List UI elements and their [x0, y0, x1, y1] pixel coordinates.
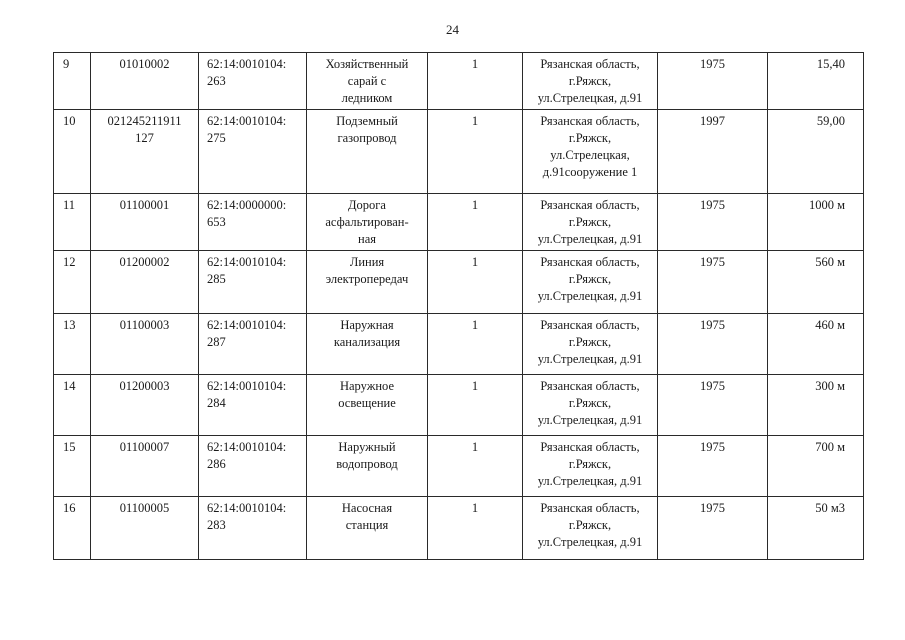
- row-number-cell: 16: [54, 497, 91, 560]
- year-cell: 1975: [658, 497, 768, 560]
- inventory-number-line: 021245211911: [107, 114, 182, 128]
- year-cell: 1975: [658, 53, 768, 110]
- address-line: Рязанская область,: [540, 198, 640, 212]
- year-cell: 1975: [658, 251, 768, 314]
- cadastral-number-cell: [199, 251, 307, 314]
- address-cell: [523, 497, 658, 560]
- object-name-line: Наружный: [338, 440, 396, 454]
- object-name-line: водопровод: [336, 457, 398, 471]
- value-cell: 560 м: [768, 251, 864, 314]
- inventory-number-cell: [91, 314, 199, 375]
- object-name-cell: [307, 497, 428, 560]
- cadastral-number-line: 62:14:0010104:: [207, 440, 287, 454]
- inventory-number-line: 127: [135, 131, 154, 145]
- address-cell: [523, 314, 658, 375]
- object-name-cell: [307, 314, 428, 375]
- quantity-cell: 1: [428, 375, 523, 436]
- row-number-cell: 12: [54, 251, 91, 314]
- cadastral-number-line: 62:14:0000000:: [207, 198, 287, 212]
- row-number-cell: 11: [54, 194, 91, 251]
- quantity-cell: 1: [428, 110, 523, 194]
- address-line: г.Ряжск,: [568, 215, 612, 229]
- cadastral-number-line: 284: [207, 396, 226, 410]
- inventory-number-cell: [91, 497, 199, 560]
- quantity-cell: 1: [428, 53, 523, 110]
- property-registry-table: [53, 52, 864, 560]
- inventory-number-line: 01100001: [119, 198, 170, 212]
- object-name-cell: [307, 53, 428, 110]
- value-cell: 1000 м: [768, 194, 864, 251]
- object-name-line: газопровод: [337, 131, 397, 145]
- cadastral-number-cell: [199, 375, 307, 436]
- object-name-cell: [307, 110, 428, 194]
- object-name-line: Дорога: [348, 198, 386, 212]
- inventory-number-cell: [91, 251, 199, 314]
- inventory-number-line: 01100007: [119, 440, 170, 454]
- address-line: г.Ряжск,: [568, 457, 612, 471]
- cadastral-number-line: 62:14:0010104:: [207, 114, 287, 128]
- object-name-line: сарай с: [347, 74, 387, 88]
- cadastral-number-line: 62:14:0010104:: [207, 255, 287, 269]
- inventory-number-line: 01200003: [119, 379, 170, 393]
- object-name-line: канализация: [333, 335, 401, 349]
- row-number-cell: 13: [54, 314, 91, 375]
- address-cell: [523, 375, 658, 436]
- inventory-number-line: 01200002: [119, 255, 170, 269]
- object-name-line: электропередач: [325, 272, 409, 286]
- value-cell: 300 м: [768, 375, 864, 436]
- cadastral-number-cell: [199, 314, 307, 375]
- year-cell: 1975: [658, 194, 768, 251]
- address-line: г.Ряжск,: [568, 518, 612, 532]
- address-line: Рязанская область,: [540, 255, 640, 269]
- quantity-cell: 1: [428, 194, 523, 251]
- address-line: ул.Стрелецкая, д.91: [537, 289, 643, 303]
- value-cell: 50 м3: [768, 497, 864, 560]
- address-line: г.Ряжск,: [568, 131, 612, 145]
- object-name-line: ная: [358, 232, 376, 246]
- cadastral-number-line: 285: [207, 272, 226, 286]
- object-name-line: освещение: [338, 396, 396, 410]
- cadastral-number-line: 275: [207, 131, 226, 145]
- address-cell: [523, 436, 658, 497]
- address-cell: [523, 53, 658, 110]
- cadastral-number-line: 62:14:0010104:: [207, 501, 287, 515]
- inventory-number-cell: [91, 194, 199, 251]
- value-cell: 59,00: [768, 110, 864, 194]
- object-name-line: Насосная: [341, 501, 393, 515]
- object-name-line: Наружное: [339, 379, 395, 393]
- inventory-number-cell: [91, 375, 199, 436]
- cadastral-number-cell: [199, 497, 307, 560]
- cadastral-number-cell: [199, 53, 307, 110]
- table-row: [54, 375, 864, 436]
- row-number-cell: 15: [54, 436, 91, 497]
- quantity-cell: 1: [428, 314, 523, 375]
- address-line: ул.Стрелецкая, д.91: [537, 535, 643, 549]
- object-name-cell: [307, 436, 428, 497]
- object-name-cell: [307, 194, 428, 251]
- quantity-cell: 1: [428, 436, 523, 497]
- address-line: Рязанская область,: [540, 379, 640, 393]
- table-row: [54, 53, 864, 110]
- address-line: г.Ряжск,: [568, 396, 612, 410]
- object-name-line: Наружная: [340, 318, 394, 332]
- year-cell: 1975: [658, 375, 768, 436]
- address-line: ул.Стрелецкая, д.91: [537, 91, 643, 105]
- address-line: Рязанская область,: [540, 57, 640, 71]
- cadastral-number-line: 286: [207, 457, 226, 471]
- address-cell: [523, 251, 658, 314]
- inventory-number-line: 01100005: [119, 501, 170, 515]
- address-line: Рязанская область,: [540, 501, 640, 515]
- address-line: д.91сооружение 1: [542, 165, 638, 179]
- cadastral-number-line: 62:14:0010104:: [207, 57, 287, 71]
- table-row: [54, 251, 864, 314]
- address-line: Рязанская область,: [540, 440, 640, 454]
- object-name-line: станция: [345, 518, 389, 532]
- address-line: ул.Стрелецкая, д.91: [537, 413, 643, 427]
- table-row: [54, 436, 864, 497]
- table-row: [54, 194, 864, 251]
- cadastral-number-line: 62:14:0010104:: [207, 318, 287, 332]
- row-number-cell: 10: [54, 110, 91, 194]
- year-cell: 1975: [658, 314, 768, 375]
- address-line: г.Ряжск,: [568, 272, 612, 286]
- quantity-cell: 1: [428, 251, 523, 314]
- inventory-number-cell: [91, 436, 199, 497]
- value-cell: 15,40: [768, 53, 864, 110]
- object-name-line: Хозяйственный: [325, 57, 409, 71]
- inventory-number-cell: [91, 53, 199, 110]
- inventory-number-line: 01100003: [119, 318, 170, 332]
- object-name-cell: [307, 251, 428, 314]
- row-number-cell: 14: [54, 375, 91, 436]
- object-name-line: ледником: [341, 91, 393, 105]
- object-name-line: Линия: [349, 255, 385, 269]
- row-number-cell: 9: [54, 53, 91, 110]
- cadastral-number-line: 283: [207, 518, 226, 532]
- quantity-cell: 1: [428, 497, 523, 560]
- inventory-number-line: 01010002: [119, 57, 170, 71]
- cadastral-number-line: 653: [207, 215, 226, 229]
- address-line: Рязанская область,: [540, 318, 640, 332]
- value-cell: 700 м: [768, 436, 864, 497]
- address-line: г.Ряжск,: [568, 74, 612, 88]
- value-cell: 460 м: [768, 314, 864, 375]
- object-name-line: асфальтирован-: [325, 215, 409, 229]
- table-row: [54, 314, 864, 375]
- address-line: ул.Стрелецкая,: [550, 148, 630, 162]
- address-cell: [523, 110, 658, 194]
- page-number: 24: [446, 22, 459, 37]
- inventory-number-cell: [91, 110, 199, 194]
- year-cell: 1997: [658, 110, 768, 194]
- cadastral-number-cell: [199, 436, 307, 497]
- address-line: г.Ряжск,: [568, 335, 612, 349]
- address-line: Рязанская область,: [540, 114, 640, 128]
- address-line: ул.Стрелецкая, д.91: [537, 232, 643, 246]
- object-name-cell: [307, 375, 428, 436]
- address-cell: [523, 194, 658, 251]
- cadastral-number-line: 287: [207, 335, 226, 349]
- object-name-line: Подземный: [336, 114, 398, 128]
- cadastral-number-line: 62:14:0010104:: [207, 379, 287, 393]
- address-line: ул.Стрелецкая, д.91: [537, 352, 643, 366]
- address-line: ул.Стрелецкая, д.91: [537, 474, 643, 488]
- table-body: [54, 53, 864, 560]
- year-cell: 1975: [658, 436, 768, 497]
- cadastral-number-line: 263: [207, 74, 226, 88]
- table-row: [54, 110, 864, 194]
- cadastral-number-cell: [199, 110, 307, 194]
- table-row: [54, 497, 864, 560]
- cadastral-number-cell: [199, 194, 307, 251]
